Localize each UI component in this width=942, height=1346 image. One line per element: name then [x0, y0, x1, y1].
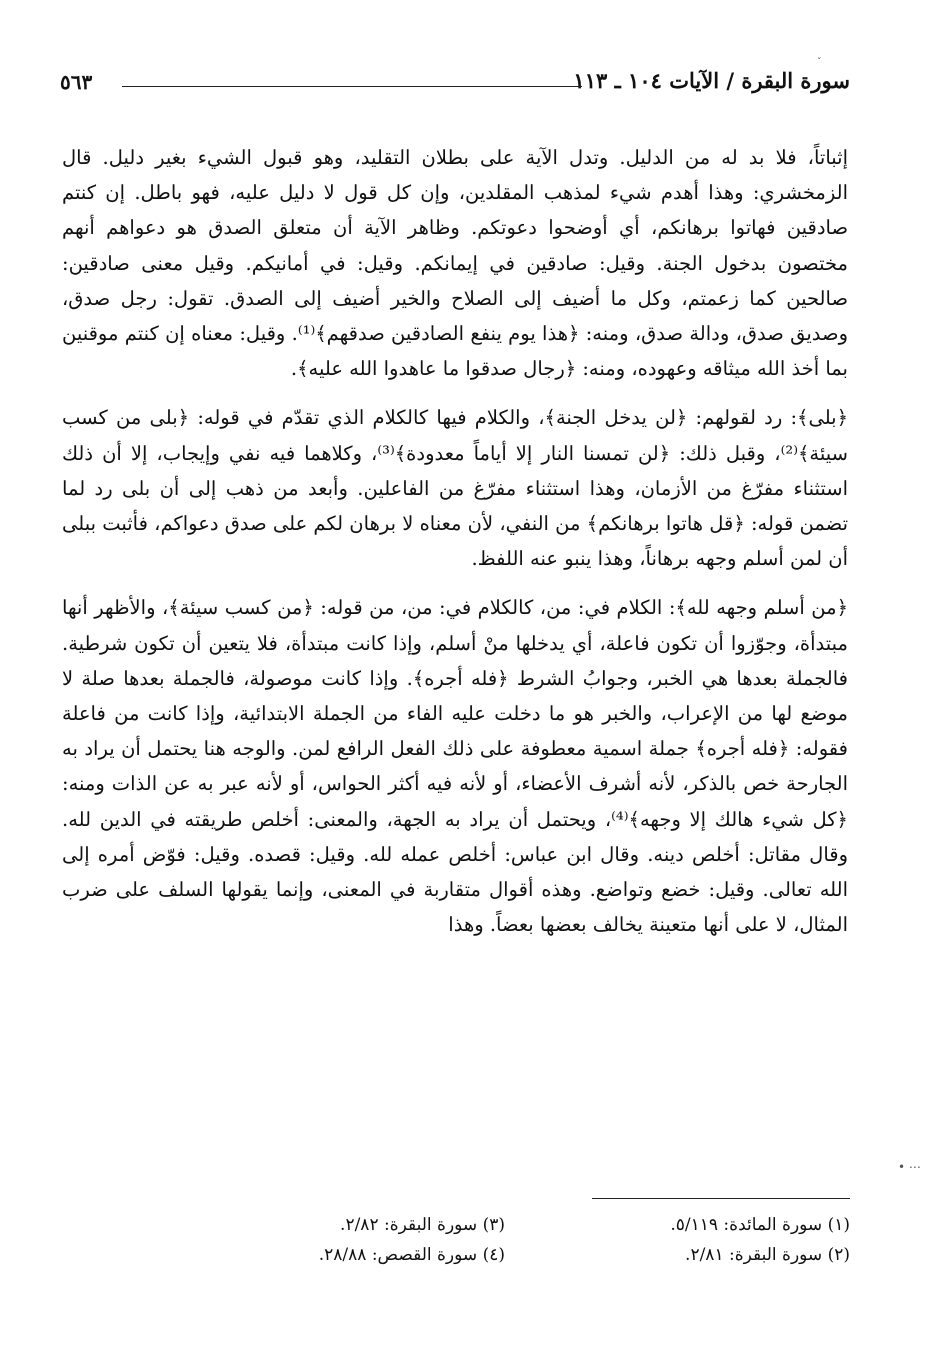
paragraph-2: ﴿بلى﴾: رد لقولهم: ﴿لن يدخل الجنة﴾، والكلام فيها كالكلام الذي تقدّم في قوله: ﴿بلى من كسب سيئة﴾⁽²⁾، وقبل ذلك: ﴿لن تمسنا النار إلا أياماً معدودة﴾⁽³⁾، وكلاهما فيه نفي وإيجاب، إلا أن ذلك استثناء مفرّغ من الأزمان، وهذا استثناء مفرّغ من الفاعلين. وأبعد من ذهب إلى أن بلى رد لما تضمن قوله: ﴿قل هاتوا برهانكم﴾ من النفي، لأن معناه لا برهان لكم على صدق دعواكم، فأثبت ببلى أن لمن أسلم وجهه برهاناً، وهذا ينبو عنه اللفظ. — [62, 406, 848, 571]
margin-mark: • ⋯ — [898, 1160, 921, 1174]
scan-mark: ˇ — [817, 58, 822, 68]
running-header — [60, 62, 850, 102]
footnote-rule — [592, 1198, 850, 1199]
footnote-2: (٢) سورة البقرة: ٢/٨١. — [685, 1245, 850, 1265]
surah-title: سورة البقرة / الآيات ١٠٤ ـ ١١٣ — [573, 68, 850, 93]
footnotes — [200, 1210, 850, 1270]
footnote-1: (١) سورة المائدة: ٥/١١٩. — [670, 1215, 850, 1235]
header-rule — [122, 86, 582, 87]
paragraph-1: إثباتاً، فلا بد له من الدليل. وتدل الآية على بطلان التقليد، وهو قبول الشيء بغير دليل. قال الزمخشري: وهذا أهدم شيء لمذهب المقلدين، وإن كل قول لا دليل عليه، فهو باطل. إن كنتم صادقين فهاتوا برهانكم، أي أوضحوا دعوتكم. وظاهر الآية أن متعلق الصدق هو دعواهم أنهم مختصون بدخول الجنة. وقيل: صادقين في إيمانكم. وقيل: في أمانيكم. وقيل معنى صادقين: صالحين كما زعمتم، وكل ما أضيف إلى الصلاح والخير أضيف إلى الصدق. تقول: رجل صدق، وصديق صدق، ودالة صدق، ومنه: ﴿هذا يوم ينفع الصادقين صدقهم﴾⁽¹⁾. وقيل: معناه إن كنتم موقنين بما أخذ الله ميثاقه وعهوده، ومنه: ﴿رجال صدقوا ما عاهدوا الله عليه﴾. — [62, 146, 848, 381]
page-number: ٥٦٣ — [60, 70, 93, 94]
footnote-3: (٣) سورة البقرة: ٢/٨٢. — [340, 1215, 505, 1235]
footnote-4: (٤) سورة القصص: ٢٨/٨٨. — [318, 1245, 505, 1265]
main-text — [62, 140, 848, 956]
paragraph-3: ﴿من أسلم وجهه لله﴾: الكلام في: من، كالكلام في: من، من قوله: ﴿من كسب سيئة﴾، والأظهر أنها مبتدأة، وجوّزوا أن تكون فاعلة، أي يدخلها منْ أسلم، وإذا كانت مبتدأة، فلا يتعين أن تكون شرطية. فالجملة بعدها هي الخبر، وجوابُ الشرط ﴿فله أجره﴾. وإذا كانت موصولة، فالجملة بعدها صلة لا موضع لها من الإعراب، والخبر هو ما دخلت عليه الفاء من الجملة الابتدائية، وإذا كانت من فاعلة فقوله: ﴿فله أجره﴾ جملة اسمية معطوفة على ذلك الفعل الرافع لمن. والوجه هنا يحتمل أن يراد به الجارحة خص بالذكر، لأنه أشرف الأعضاء، أو لأنه فيه أكثر الحواس، أو لأنه عبر به عن الذات ومنه: ﴿كل شيء هالك إلا وجهه﴾⁽⁴⁾، ويحتمل أن يراد به الجهة، والمعنى: أخلص طريقته في الدين لله. وقال مقاتل: أخلص دينه. وقال ابن عباس: أخلص عمله لله. وقيل: قصده. وقيل: فوّض أمره إلى الله تعالى. وقيل: خضع وتواضع. وهذه أقوال متقاربة في المعنى، وإنما يقولها السلف على ضرب المثال، لا على أنها متعينة يخالف بعضها بعضاً. وهذا — [62, 596, 848, 937]
